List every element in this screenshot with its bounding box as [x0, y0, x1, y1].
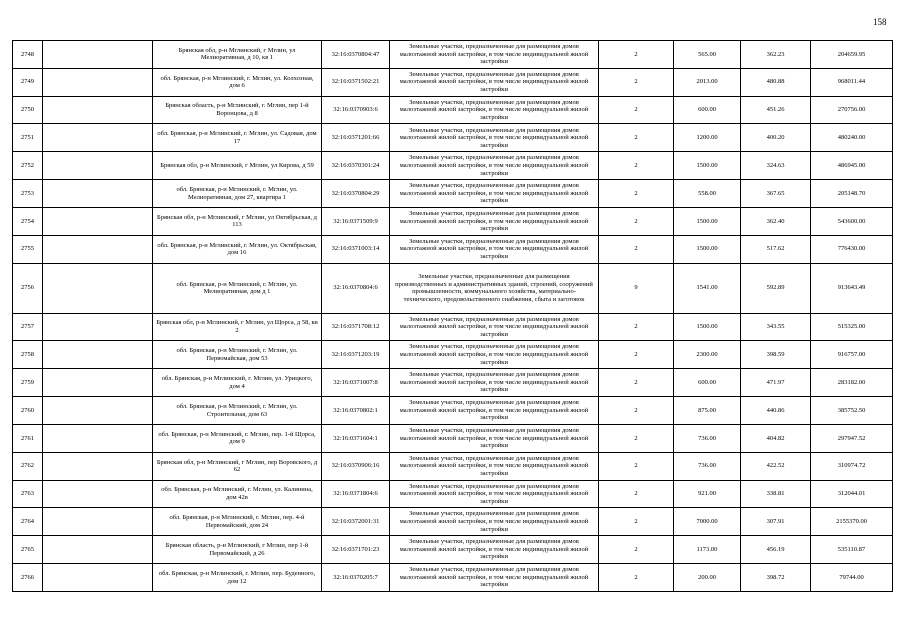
- cadastral-value-cell: 776430.00: [811, 235, 893, 263]
- cadastral-number-cell: 32:16:0371604:1: [322, 424, 390, 452]
- specific-value-cell: 451.26: [741, 96, 811, 124]
- row-number: 2766: [13, 564, 43, 592]
- permitted-use-cell: Земельные участки, предназначенные для размещения домов малоэтажной жилой застройки, в том числе индивидуальной жилой застройки: [390, 68, 599, 96]
- cadastral-value-cell: 79744.00: [811, 564, 893, 592]
- row-number: 2754: [13, 207, 43, 235]
- cadastral-number-cell: 32:16:0371708:12: [322, 313, 390, 341]
- cadastral-value-cell: 543600.00: [811, 207, 893, 235]
- permitted-use-cell: Земельные участки, предназначенные для размещения домов малоэтажной жилой застройки, в том числе индивидуальной жилой застройки: [390, 152, 599, 180]
- group-cell: 2: [599, 96, 674, 124]
- group-cell: 2: [599, 424, 674, 452]
- cadastral-number-cell: 32:16:0371007:8: [322, 369, 390, 397]
- permitted-use-cell: Земельные участки, предназначенные для размещения домов малоэтажной жилой застройки, в том числе индивидуальной жилой застройки: [390, 564, 599, 592]
- group-cell: 2: [599, 536, 674, 564]
- group-cell: 2: [599, 564, 674, 592]
- group-cell: 2: [599, 207, 674, 235]
- address-cell: обл. Брянская, р-н Мглинский, г. Мглин, ул. Садовая, дом 17: [153, 124, 322, 152]
- cadastral-value-cell: 916757.00: [811, 341, 893, 369]
- permitted-use-cell: Земельные участки, предназначенные для размещения домов малоэтажной жилой застройки, в том числе индивидуальной жилой застройки: [390, 235, 599, 263]
- cadastral-value-cell: 310974.72: [811, 452, 893, 480]
- address-cell: обл. Брянская, р-н Мглинский, г. Мглин, пер. 1-й Щорса, дом 9: [153, 424, 322, 452]
- row-number: 2749: [13, 68, 43, 96]
- cadastral-number-cell: 32:16:0372001:31: [322, 508, 390, 536]
- row-number: 2760: [13, 397, 43, 425]
- table-row: [13, 424, 893, 452]
- specific-value-cell: 422.52: [741, 452, 811, 480]
- specific-value-cell: 367.65: [741, 180, 811, 208]
- cadastral-value-cell: 385752.50: [811, 397, 893, 425]
- area-cell: 875.00: [674, 397, 741, 425]
- address-cell: обл. Брянская, р-н Мглинский, г. Мглин, ул. Октябрьская, дом 16: [153, 235, 322, 263]
- row-number: 2753: [13, 180, 43, 208]
- specific-value-cell: 398.72: [741, 564, 811, 592]
- row-number: 2756: [13, 263, 43, 313]
- address-cell: Брянская обл, р-н Мглинский, г Мглин, ул Октябрьская, д 113: [153, 207, 322, 235]
- area-cell: 1500.00: [674, 207, 741, 235]
- address-cell: обл. Брянская, р-н Мглинский, г. Мглин, пер. 4-й Первомайский, дом 24: [153, 508, 322, 536]
- address-cell: Брянская область, р-н Мглинский, г Мглин, пер 1-й Первомайский, д 26: [153, 536, 322, 564]
- table-body: [13, 41, 893, 592]
- cadastral-value-cell: 480240.00: [811, 124, 893, 152]
- table-row: [13, 68, 893, 96]
- permitted-use-cell: Земельные участки, предназначенные для размещения домов малоэтажной жилой застройки, в том числе индивидуальной жилой застройки: [390, 41, 599, 69]
- cadastral-number-cell: 32:16:0370906:16: [322, 452, 390, 480]
- address-cell: обл. Брянская, р-н Мглинский, г. Мглин, ул. Калинина, дом 42в: [153, 480, 322, 508]
- row-number: 2759: [13, 369, 43, 397]
- table-row: [13, 341, 893, 369]
- cadastral-number-cell: 32:16:0370301:24: [322, 152, 390, 180]
- permitted-use-cell: Земельные участки, предназначенные для размещения домов малоэтажной жилой застройки, в том числе индивидуальной жилой застройки: [390, 452, 599, 480]
- area-cell: 736.00: [674, 424, 741, 452]
- cadastral-value-cell: 283182.00: [811, 369, 893, 397]
- permitted-use-cell: Земельные участки, предназначенные для размещения производственных и административных зданий, строений, сооружений промышленности, коммунального хозяйства, материально-технического, продовольственного снабжения, сбыта и заготовок: [390, 263, 599, 313]
- permitted-use-cell: Земельные участки, предназначенные для размещения домов малоэтажной жилой застройки, в том числе индивидуальной жилой застройки: [390, 207, 599, 235]
- address-cell: обл. Брянская, р-н Мглинский, г. Мглин, ул. Мелиоративная, дом 27, квартира 1: [153, 180, 322, 208]
- row-number: 2751: [13, 124, 43, 152]
- table-row: [13, 480, 893, 508]
- row-number: 2757: [13, 313, 43, 341]
- cadastral-number-cell: 32:16:0370804:6: [322, 263, 390, 313]
- area-cell: 600.00: [674, 96, 741, 124]
- table-row: [13, 263, 893, 313]
- cadastral-value-cell: 535110.87: [811, 536, 893, 564]
- specific-value-cell: 343.55: [741, 313, 811, 341]
- address-cell: обл. Брянская, р-н Мглинский, г. Мглин, ул. Колхозная, дом 6: [153, 68, 322, 96]
- group-cell: 2: [599, 508, 674, 536]
- specific-value-cell: 362.23: [741, 41, 811, 69]
- group-cell: 2: [599, 480, 674, 508]
- area-cell: 1541.00: [674, 263, 741, 313]
- specific-value-cell: 338.81: [741, 480, 811, 508]
- area-cell: 7000.00: [674, 508, 741, 536]
- area-cell: 600.00: [674, 369, 741, 397]
- group-cell: 2: [599, 341, 674, 369]
- area-cell: 921.00: [674, 480, 741, 508]
- permitted-use-cell: Земельные участки, предназначенные для размещения домов малоэтажной жилой застройки, в том числе индивидуальной жилой застройки: [390, 180, 599, 208]
- cadastral-number-cell: 32:16:0370804:29: [322, 180, 390, 208]
- cadastral-value-cell: 515325.00: [811, 313, 893, 341]
- land-registry-table: [12, 40, 893, 592]
- cadastral-number-cell: 32:16:0371509:9: [322, 207, 390, 235]
- table-row: [13, 180, 893, 208]
- cadastral-number-cell: 32:16:0371201:66: [322, 124, 390, 152]
- cadastral-value-cell: 486945.00: [811, 152, 893, 180]
- page-number: 158: [873, 17, 887, 27]
- cadastral-number-cell: 32:16:0370802:1: [322, 397, 390, 425]
- table-row: [13, 235, 893, 263]
- cadastral-value-cell: 968011.44: [811, 68, 893, 96]
- permitted-use-cell: Земельные участки, предназначенные для размещения домов малоэтажной жилой застройки, в том числе индивидуальной жилой застройки: [390, 397, 599, 425]
- permitted-use-cell: Земельные участки, предназначенные для размещения домов малоэтажной жилой застройки, в том числе индивидуальной жилой застройки: [390, 369, 599, 397]
- address-cell: обл. Брянская, р-н Мглинский, г. Мглин, пер. Буденного, дом 12: [153, 564, 322, 592]
- row-number: 2755: [13, 235, 43, 263]
- permitted-use-cell: Земельные участки, предназначенные для размещения домов малоэтажной жилой застройки, в том числе индивидуальной жилой застройки: [390, 480, 599, 508]
- specific-value-cell: 398.59: [741, 341, 811, 369]
- row-number: 2763: [13, 480, 43, 508]
- row-number: 2750: [13, 96, 43, 124]
- address-cell: Брянская обл, р-н Мглинский, г Мглин, ул Щорса, д 58, кв 2: [153, 313, 322, 341]
- cadastral-number-cell: 32:16:0371804:6: [322, 480, 390, 508]
- cadastral-value-cell: 297947.52: [811, 424, 893, 452]
- specific-value-cell: 362.40: [741, 207, 811, 235]
- cadastral-number-cell: 32:16:0371502:21: [322, 68, 390, 96]
- specific-value-cell: 307.91: [741, 508, 811, 536]
- area-cell: 1500.00: [674, 152, 741, 180]
- permitted-use-cell: Земельные участки, предназначенные для размещения домов малоэтажной жилой застройки, в том числе индивидуальной жилой застройки: [390, 536, 599, 564]
- area-cell: 565.00: [674, 41, 741, 69]
- group-cell: 2: [599, 124, 674, 152]
- cadastral-value-cell: 205148.70: [811, 180, 893, 208]
- address-cell: Брянская область, р-н Мглинский, г. Мглин, пер 1-й Воронцова, д 8: [153, 96, 322, 124]
- cadastral-number-cell: 32:16:0370804:47: [322, 41, 390, 69]
- area-cell: 200.00: [674, 564, 741, 592]
- address-cell: обл. Брянская, р-н Мглинский, г. Мглин, ул. Мелиоративная, дом д 1: [153, 263, 322, 313]
- table-row: [13, 207, 893, 235]
- table-row: [13, 452, 893, 480]
- cadastral-number-cell: 32:16:0370903:6: [322, 96, 390, 124]
- area-cell: 736.00: [674, 452, 741, 480]
- cadastral-value-cell: 2155370.00: [811, 508, 893, 536]
- group-cell: 9: [599, 263, 674, 313]
- table-row: [13, 397, 893, 425]
- row-number: 2761: [13, 424, 43, 452]
- address-cell: Брянская обл, р-н Мглинский, г Мглин, ул Кирова, д 59: [153, 152, 322, 180]
- group-cell: 2: [599, 313, 674, 341]
- permitted-use-cell: Земельные участки, предназначенные для размещения домов малоэтажной жилой застройки, в том числе индивидуальной жилой застройки: [390, 313, 599, 341]
- cadastral-value-cell: 270756.00: [811, 96, 893, 124]
- permitted-use-cell: Земельные участки, предназначенные для размещения домов малоэтажной жилой застройки, в том числе индивидуальной жилой застройки: [390, 508, 599, 536]
- row-number: 2765: [13, 536, 43, 564]
- area-cell: 1173.00: [674, 536, 741, 564]
- group-cell: 2: [599, 152, 674, 180]
- specific-value-cell: 440.86: [741, 397, 811, 425]
- table-row: [13, 369, 893, 397]
- group-cell: 2: [599, 41, 674, 69]
- specific-value-cell: 517.62: [741, 235, 811, 263]
- table-row: [13, 41, 893, 69]
- address-cell: обл. Брянская, р-н Мглинский, г. Мглин, ул. Урицкого, дом 4: [153, 369, 322, 397]
- permitted-use-cell: Земельные участки, предназначенные для размещения домов малоэтажной жилой застройки, в том числе индивидуальной жилой застройки: [390, 341, 599, 369]
- table-row: [13, 96, 893, 124]
- specific-value-cell: 404.82: [741, 424, 811, 452]
- address-cell: обл. Брянская, р-н Мглинский, г. Мглин, ул. Первомайская, дом 53: [153, 341, 322, 369]
- address-cell: обл. Брянская, р-н Мглинский, г. Мглин, ул. Строительная, дом 63: [153, 397, 322, 425]
- table-row: [13, 124, 893, 152]
- area-cell: 1500.00: [674, 313, 741, 341]
- specific-value-cell: 324.63: [741, 152, 811, 180]
- group-cell: 2: [599, 397, 674, 425]
- address-cell: Брянская обл, р-н Мглинский, г Мглин, пер Воровского, д 62: [153, 452, 322, 480]
- cadastral-number-cell: 32:16:0370205:7: [322, 564, 390, 592]
- table-row: [13, 508, 893, 536]
- cadastral-value-cell: 204659.95: [811, 41, 893, 69]
- row-number: 2752: [13, 152, 43, 180]
- address-cell: Брянская обл, р-н Мглинский, г Мглин, ул Мелиоративная, д 10, кв 1: [153, 41, 322, 69]
- group-cell: 2: [599, 180, 674, 208]
- specific-value-cell: 592.89: [741, 263, 811, 313]
- group-cell: 2: [599, 452, 674, 480]
- area-cell: 1500.00: [674, 235, 741, 263]
- area-cell: 2013.00: [674, 68, 741, 96]
- table-row: [13, 313, 893, 341]
- table-row: [13, 564, 893, 592]
- specific-value-cell: 471.97: [741, 369, 811, 397]
- cadastral-value-cell: 312044.01: [811, 480, 893, 508]
- table-row: [13, 536, 893, 564]
- row-number: 2762: [13, 452, 43, 480]
- cadastral-number-cell: 32:16:0371701:23: [322, 536, 390, 564]
- cadastral-value-cell: 913643.49: [811, 263, 893, 313]
- row-number: 2758: [13, 341, 43, 369]
- specific-value-cell: 480.88: [741, 68, 811, 96]
- table-row: [13, 152, 893, 180]
- specific-value-cell: 400.20: [741, 124, 811, 152]
- row-number: 2764: [13, 508, 43, 536]
- specific-value-cell: 456.19: [741, 536, 811, 564]
- group-cell: 2: [599, 369, 674, 397]
- permitted-use-cell: Земельные участки, предназначенные для размещения домов малоэтажной жилой застройки, в том числе индивидуальной жилой застройки: [390, 124, 599, 152]
- area-cell: 1200.00: [674, 124, 741, 152]
- permitted-use-cell: Земельные участки, предназначенные для размещения домов малоэтажной жилой застройки, в том числе индивидуальной жилой застройки: [390, 424, 599, 452]
- cadastral-number-cell: 32:16:0371203:19: [322, 341, 390, 369]
- group-cell: 2: [599, 235, 674, 263]
- permitted-use-cell: Земельные участки, предназначенные для размещения домов малоэтажной жилой застройки, в том числе индивидуальной жилой застройки: [390, 96, 599, 124]
- row-number: 2748: [13, 41, 43, 69]
- cadastral-number-cell: 32:16:0371003:14: [322, 235, 390, 263]
- group-cell: 2: [599, 68, 674, 96]
- area-cell: 2300.00: [674, 341, 741, 369]
- area-cell: 558.00: [674, 180, 741, 208]
